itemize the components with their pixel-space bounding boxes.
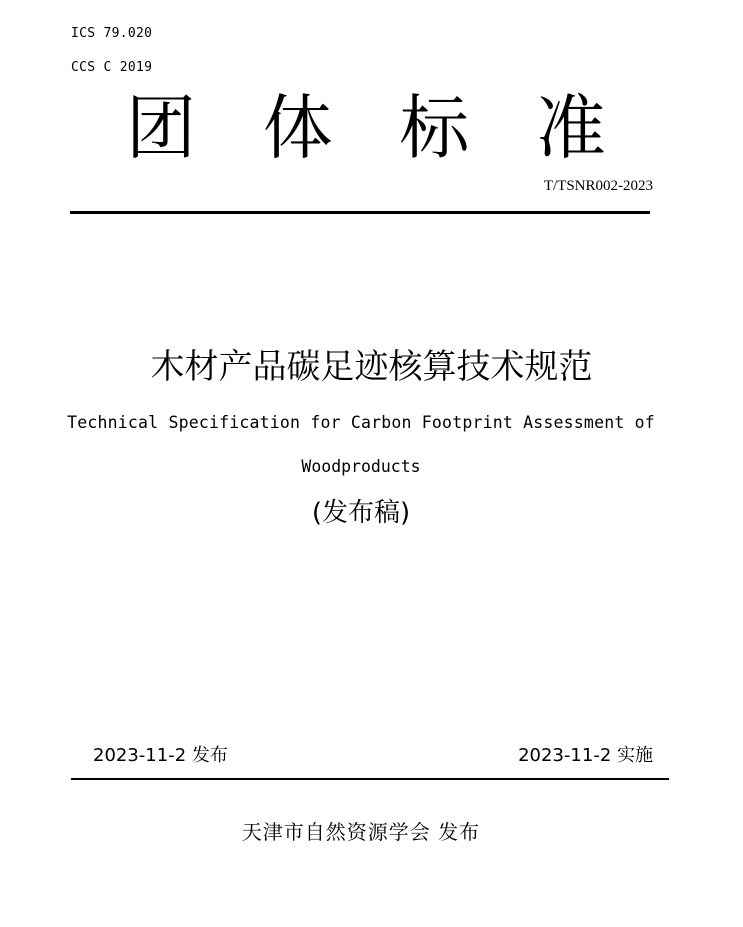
title-english-line1: Technical Specification for Carbon Footprint Assessment of [67,413,655,432]
standard-type-char: 团 [126,87,196,169]
title-chinese: 木材产品碳足迹核算技术规范 [150,347,593,387]
standard-type-char: 标 [399,87,470,169]
standard-type-heading [126,88,606,168]
title-english-line2: Woodproducts [301,457,421,476]
publisher: 天津市自然资源学会 发布 [241,820,481,844]
implementation-date: 2023-11-2 实施 [518,745,653,766]
standard-type-char: 体 [262,87,333,169]
header-divider [70,211,650,214]
ics-code: ICS 79.020 [71,26,153,41]
footer-divider [71,778,669,780]
ccs-code: CCS C 2019 [71,60,153,75]
standard-type-char: 准 [535,87,606,169]
draft-status: (发布稿) [311,498,411,528]
issue-date: 2023-11-2 发布 [93,745,228,766]
standard-number: T/TSNR002-2023 [543,178,653,194]
